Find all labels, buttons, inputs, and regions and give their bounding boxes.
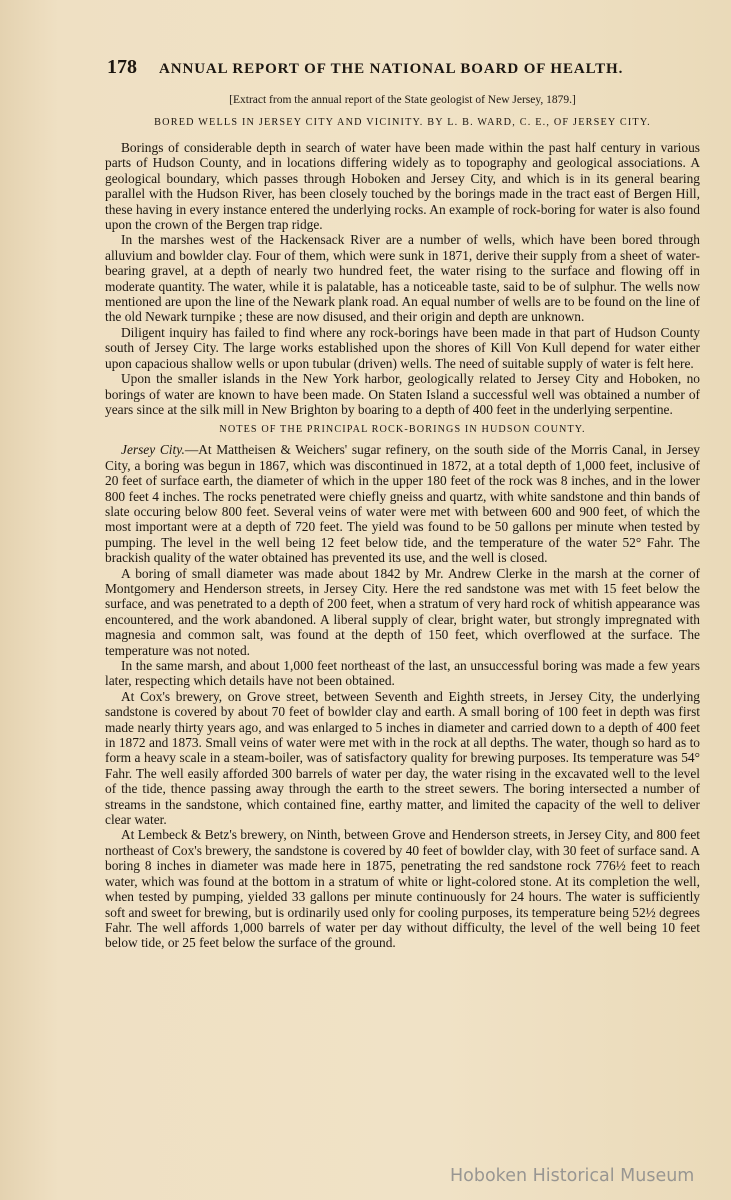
paragraph-clerke-boring: A boring of small diameter was made about 1842 by Mr. Andrew Clerke in the marsh at the corner of Montgomery and Henderson streets, in Jersey City. Here the red sandstone was met with 15 feet below the surface, and was penetrated to a depth of 200 feet, when a stratum of very hard rock of whitish appearance was encountered, and the work abandoned. A liberal supply of clear, bright water, but strongly impregnated with magnesia and common salt, was found at the depth of 150 feet, which overflowed at the surface. The temperature was not noted. — [105, 565, 700, 658]
museum-watermark: Hoboken Historical Museum — [450, 1166, 695, 1186]
paragraph-cox-brewery: At Cox's brewery, on Grove street, between Seventh and Eighth streets, in Jersey City, the underlying sandstone is covered by about 70 feet of bowlder clay and earth. A small boring of 100 feet in depth was first made nearly thirty years ago, and was enlarged to 5 inches in diameter and carried down to a depth of 400 feet in 1872 and 1873. Small veins of water were met with in the rock at all depths. The water, though so hard as to form a heavy scale in a steam-boiler, was of satisfactory quality for brewing purposes. Its temperature was 54° Fahr. The well easily afforded 300 barrels of water per day, the water rising in the excavated well to the level of the tide, thence passing away through the earth to the street sewers. The boring intersected a number of streams in the sandstone, which contained fine, earthy matter, and limited the capacity of the well to deliver clear water. — [105, 688, 700, 828]
paragraph-sugar-refinery — [105, 442, 700, 565]
paragraph-lembeck-betz: At Lembeck & Betz's brewery, on Ninth, between Grove and Henderson streets, in Jersey City, and 800 feet northeast of Cox's brewery, the sandstone is covered by 40 feet of bowlder clay, with 30 feet of surface sand. A boring 8 inches in diameter was made here in 1875, penetrating the red sandstone rock 776½ feet to reach water, which was found at the bottom in a stratum of white or light-colored stone. At its completion the well, when tested by pumping, yielded 33 gallons per minute continuously for 24 hours. The water is sufficiently soft and sweet for brewing, but is ordinarily used only for cooling purposes, its temperature being 52½ degrees Fahr. The well affords 1,000 barrels of water per day without difficulty, the level of the well being 10 feet below tide, or 25 feet below the surface of the ground. — [105, 827, 700, 951]
page-body — [105, 94, 700, 951]
article-title: BORED WELLS IN JERSEY CITY AND VICINITY. BY L. B. WARD, C. E., OF JERSEY CITY. — [154, 117, 651, 128]
extract-note: [Extract from the annual report of the State geologist of New Jersey, 1879.] — [229, 94, 576, 106]
paragraph-inquiry: Diligent inquiry has failed to find where any rock-borings have been made in that part of Hudson County south of Jersey City. The large works established upon the shores of Kill Von Kull depend for water either upon capacious shallow wells or upon tubular (driven) wells. The need of suitable supply of water is felt here. — [105, 324, 700, 371]
running-title: ANNUAL REPORT OF THE NATIONAL BOARD OF HEALTH. — [159, 61, 624, 77]
paragraph-marshes: In the marshes west of the Hackensack River are a number of wells, which have been bored through alluvium and bowlder clay. Four of them, which were sunk in 1871, derive their supply from a sheet of water-bearing gravel, at a depth of nearly two hundred feet, the water rising to the surface and flowing off in moderate quantity. The water, while it is palatable, has a noticeable taste, said to be of sulphur. The wells now mentioned are upon the line of the Newark plank road. An equal number of wells are to be found on the line of the old Newark turnpike ; these are now disused, and their origin and depth are unknown. — [105, 232, 700, 325]
paragraph-sugar-refinery-text: —At Mattheisen & Weichers' sugar refinery, on the south side of the Morris Canal, in Jersey City, a boring was begun in 1867, which was discontinued in 1872, at a total depth of 1,000 feet, inclusive of 20 feet of surface earth, the diameter of which in the upper 180 feet of the rock was 8 inches, and in the lower 800 feet 4 inches. The rocks penetrated were chiefly gneiss and quartz, with white sandstone and thin bands of slate occuring below 800 feet. Several veins of water were met with between 600 and 900 feet, of which the most important were at a depth of 720 feet. The yield was found to be 50 gallons per minute when tested by pumping. The level in the well being 12 feet below tide, and the temperature of the water 52° Fahr. The brackish quality of the water obtained has prevented its use, and the well is closed. — [105, 442, 701, 566]
section-heading: NOTES OF THE PRINCIPAL ROCK-BORINGS IN HUDSON COUNTY. — [219, 424, 586, 436]
page-number: 178 — [107, 56, 137, 78]
paragraph-borings: Borings of considerable depth in search of water have been made within the past half century in various parts of Hudson County, and in locations differing widely as to topography and geological associations. A geological boundary, which passes through Hoboken and Jersey City, and which is in its general bearing parallel with the Hudson River, has been closely touched by the borings made in the tract east of Bergen Hill, these having in every instance entered the underlying rocks. An example of rock-boring for water is also found upon the crown of the Bergen trap ridge. — [105, 140, 700, 233]
paragraph-same-marsh: In the same marsh, and about 1,000 feet northeast of the last, an unsuccessful boring was made a few years later, respecting which details have not been obtained. — [105, 658, 700, 689]
running-header — [107, 56, 652, 79]
section-lead: Jersey City. — [121, 442, 185, 458]
paragraph-islands: Upon the smaller islands in the New York harbor, geologically related to Jersey City and Hoboken, no borings of water are known to have been made. On Staten Island a successful well was obtained a number of years since at the silk mill in New Brighton by boaring to a depth of 400 feet in the underlying serpentine. — [105, 371, 700, 417]
